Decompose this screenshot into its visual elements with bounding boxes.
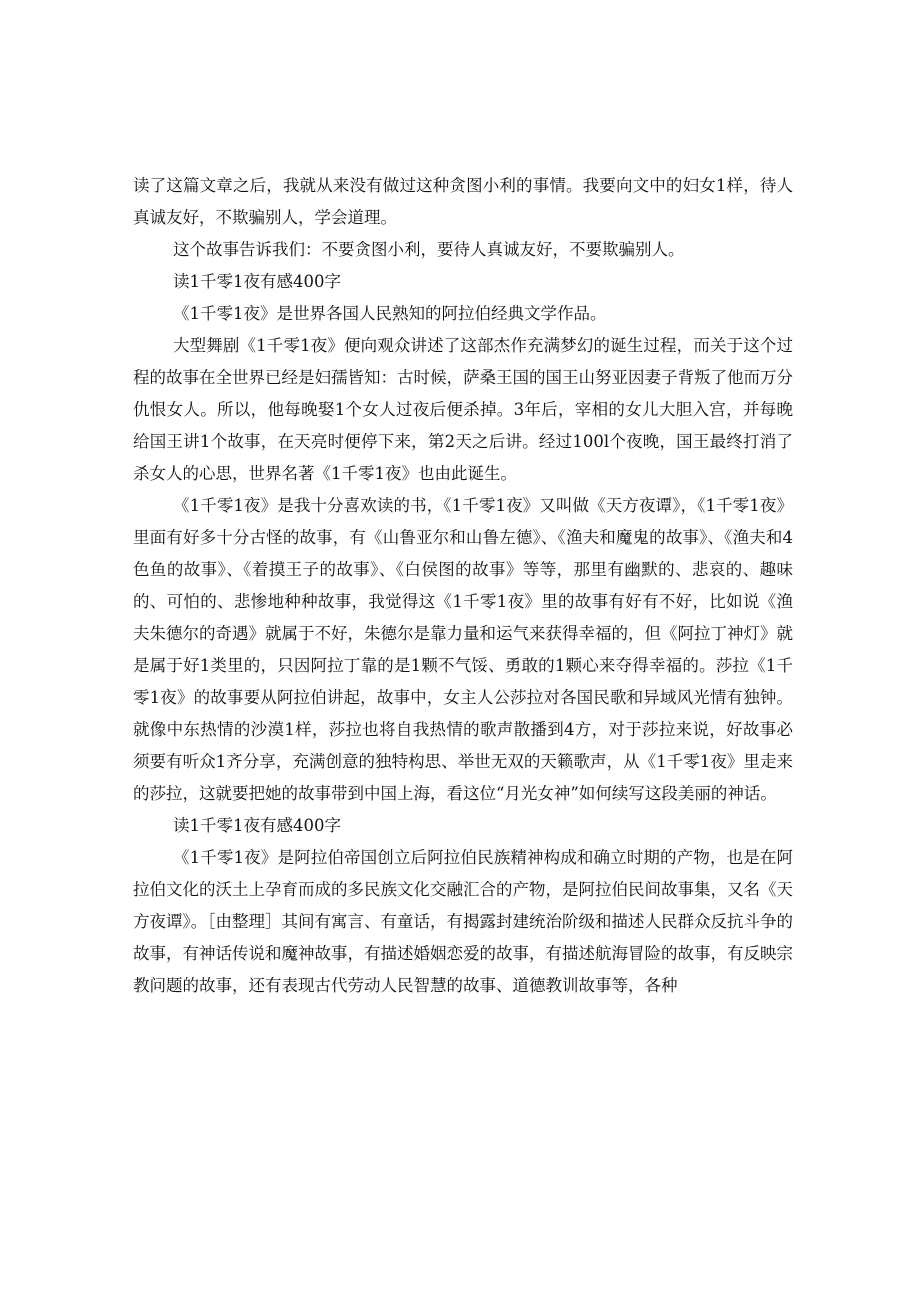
paragraph-moral: 这个故事告诉我们：不要贪图小利，要待人真诚友好，不要欺骗别人。 bbox=[173, 240, 685, 259]
document-body bbox=[133, 170, 793, 1002]
paragraph-continuation: 读了这篇文章之后，我就从来没有做过这种贪图小利的事情。我要向文中的妇女1样，待人真诚友好，不欺骗别人，学会道理。 bbox=[133, 176, 793, 227]
section-heading-2: 读1千零1夜有感400字 bbox=[173, 816, 341, 835]
paragraph-dance-drama: 大型舞剧《1千零1夜》便向观众讲述了这部杰作充满梦幻的诞生过程，而关于这个过程的故事在全世界已经是妇孺皆知：古时候，萨桑王国的国王山努亚因妻子背叛了他而万分仇恨女人。所以，他每晚娶1个女人过夜后便杀掉。3年后，宰相的女儿大胆入宫，并每晚给国王讲1个故事，在天亮时便停下来，第2天之后讲。经过100l个夜晚，国王最终打消了杀女人的心思，世界名著《1千零1夜》也由此诞生。 bbox=[133, 336, 793, 483]
paragraph-arabian-origin: 《1千零1夜》是阿拉伯帝国创立后阿拉伯民族精神构成和确立时期的产物，也是在阿拉伯文化的沃土上孕育而成的多民族文化交融汇合的产物，是阿拉伯民间故事集，又名《天方夜谭》。［由整理］其间有寓言、有童话，有揭露封建统治阶级和描述人民群众反抗斗争的故事，有神话传说和魔神故事，有描述婚姻恋爱的故事，有描述航海冒险的故事，有反映宗教问题的故事，还有表现古代劳动人民智慧的故事、道德教训故事等，各种 bbox=[133, 848, 793, 995]
paragraph-intro: 《1千零1夜》是世界各国人民熟知的阿拉伯经典文学作品。 bbox=[173, 304, 607, 323]
section-heading-1: 读1千零1夜有感400字 bbox=[173, 272, 341, 291]
paragraph-favorite-book: 《1千零1夜》是我十分喜欢读的书，《1千零1夜》又叫做《天方夜谭》，《1千零1夜》里面有好多十分古怪的故事，有《山鲁亚尔和山鲁左德》、《渔夫和魔鬼的故事》、《渔夫和4色鱼的故事》、《着摸王子的故事》、《白侯图的故事》等等，那里有幽默的、悲哀的、趣味的、可怕的、悲惨地种种故事，我觉得这《1千零1夜》里的故事有好有不好，比如说《渔夫朱德尔的奇遇》就属于不好，朱德尔是靠力量和运气来获得幸福的，但《阿拉丁神灯》就是属于好1类里的，只因阿拉丁靠的是1颗不气馁、勇敢的1颗心来夺得幸福的。莎拉《1千零1夜》的故事要从阿拉伯讲起，故事中，女主人公莎拉对各国民歌和异域风光情有独钟。就像中东热情的沙漠1样，莎拉也将自我热情的歌声散播到4方，对于莎拉来说，好故事必须要有听众1齐分享，充满创意的独特构思、举世无双的天籁歌声，从《1千零1夜》里走来的莎拉，这就要把她的故事带到中国上海，看这位“月光女神”如何续写这段美丽的神话。 bbox=[133, 496, 793, 803]
